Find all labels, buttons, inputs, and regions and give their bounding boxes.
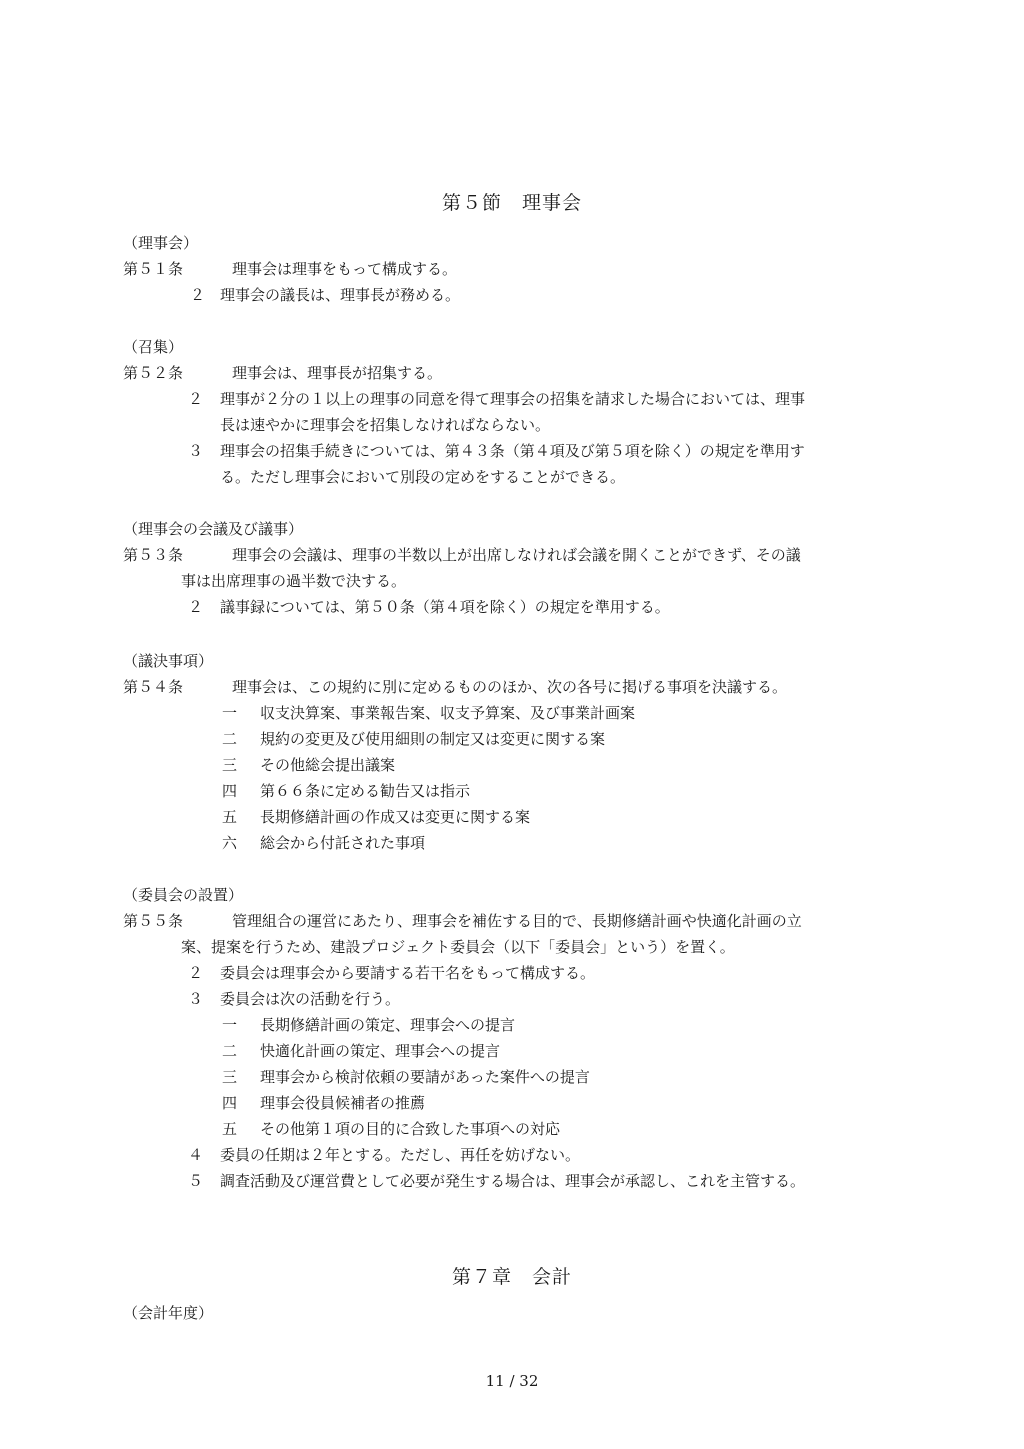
item-number: 一 [222,1016,238,1034]
paragraph-number: ２ [188,598,204,616]
article-text-continued: 事は出席理事の過半数で決する。 [181,572,407,590]
article-number: 第５４条 [123,678,184,696]
item-text: 理事会から検討依頼の要請があった案件への提言 [260,1068,590,1086]
item-number: 二 [222,1042,238,1060]
item-text: 理事会役員候補者の推薦 [260,1094,426,1112]
paragraph-number: ２ [188,964,204,982]
paragraph-text: 理事が２分の１以上の理事の同意を得て理事会の招集を請求した場合においては、理事 [220,390,806,408]
paragraph-text: 委員の任期は２年とする。ただし、再任を妨げない。 [220,1146,581,1164]
item-text: 第６６条に定める勧告又は指示 [260,782,471,800]
paragraph-text-continued: る。ただし理事会において別段の定めをすることができる。 [220,468,626,486]
item-number: 一 [222,704,238,722]
article-text: 管理組合の運営にあたり、理事会を補佐する目的で、長期修繕計画や快適化計画の立 [232,912,802,930]
article-text: 理事会は理事をもって構成する。 [232,260,458,278]
article-text-continued: 案、提案を行うため、建設プロジェクト委員会（以下「委員会」という）を置く。 [181,938,735,956]
item-text: 総会から付託された事項 [260,834,426,852]
paragraph-text: 調査活動及び運営費として必要が発生する場合は、理事会が承認し、これを主管する。 [220,1172,806,1190]
article-caption: （理事会） [123,234,199,252]
paragraph-text: 理事会の招集手続きについては、第４３条（第４項及び第５項を除く）の規定を準用す [220,442,805,460]
page-number: 11 / 32 [485,1372,539,1390]
chapter-title: 第７章 会計 [451,1266,572,1288]
paragraph-number: ３ [188,442,204,460]
item-text: 長期修繕計画の作成又は変更に関する案 [260,808,531,826]
article-caption: （委員会の設置） [123,886,244,904]
item-text: 長期修繕計画の策定、理事会への提言 [260,1016,516,1034]
item-text: 快適化計画の策定、理事会への提言 [260,1042,501,1060]
item-text: 規約の変更及び使用細則の制定又は変更に関する案 [260,730,606,748]
item-number: 五 [222,1120,238,1138]
article-caption: （会計年度） [123,1304,214,1322]
paragraph-number: ５ [188,1172,204,1190]
paragraph-number: ３ [188,990,204,1008]
item-number: 三 [222,756,238,774]
article-caption: （理事会の会議及び議事） [123,520,304,538]
item-number: 五 [222,808,238,826]
article-number: 第５１条 [123,260,184,278]
article-number: 第５５条 [123,912,184,930]
paragraph-text: 委員会は次の活動を行う。 [220,990,401,1008]
paragraph-text-continued: 長は速やかに理事会を招集しなければならない。 [220,416,551,434]
item-number: 三 [222,1068,238,1086]
item-text: その他第１項の目的に合致した事項への対応 [260,1120,561,1138]
item-text: 収支決算案、事業報告案、収支予算案、及び事業計画案 [260,704,636,722]
article-caption: （議決事項） [123,652,214,670]
article-text: 理事会の会議は、理事の半数以上が出席しなければ会議を開くことができず、その議 [232,546,801,564]
item-text: その他総会提出議案 [260,756,396,774]
paragraph-number: ２ [188,390,204,408]
article-text: 理事会は、この規約に別に定めるもののほか、次の各号に掲げる事項を決議する。 [232,678,788,696]
item-number: 六 [222,834,238,852]
article-number: 第５２条 [123,364,184,382]
item-number: 二 [222,730,238,748]
article-text: 理事会は、理事長が招集する。 [232,364,443,382]
item-number: 四 [222,782,238,800]
article-number: 第５３条 [123,546,184,564]
paragraph-text: 委員会は理事会から要請する若干名をもって構成する。 [220,964,596,982]
item-number: 四 [222,1094,238,1112]
article-caption: （召集） [123,338,184,356]
section-title: 第５節 理事会 [441,192,582,214]
paragraph-number: ２ [190,286,206,304]
paragraph-text: 議事録については、第５０条（第４項を除く）の規定を準用する。 [220,598,670,616]
paragraph-number: ４ [188,1146,204,1164]
paragraph-text: 理事会の議長は、理事長が務める。 [220,286,461,304]
